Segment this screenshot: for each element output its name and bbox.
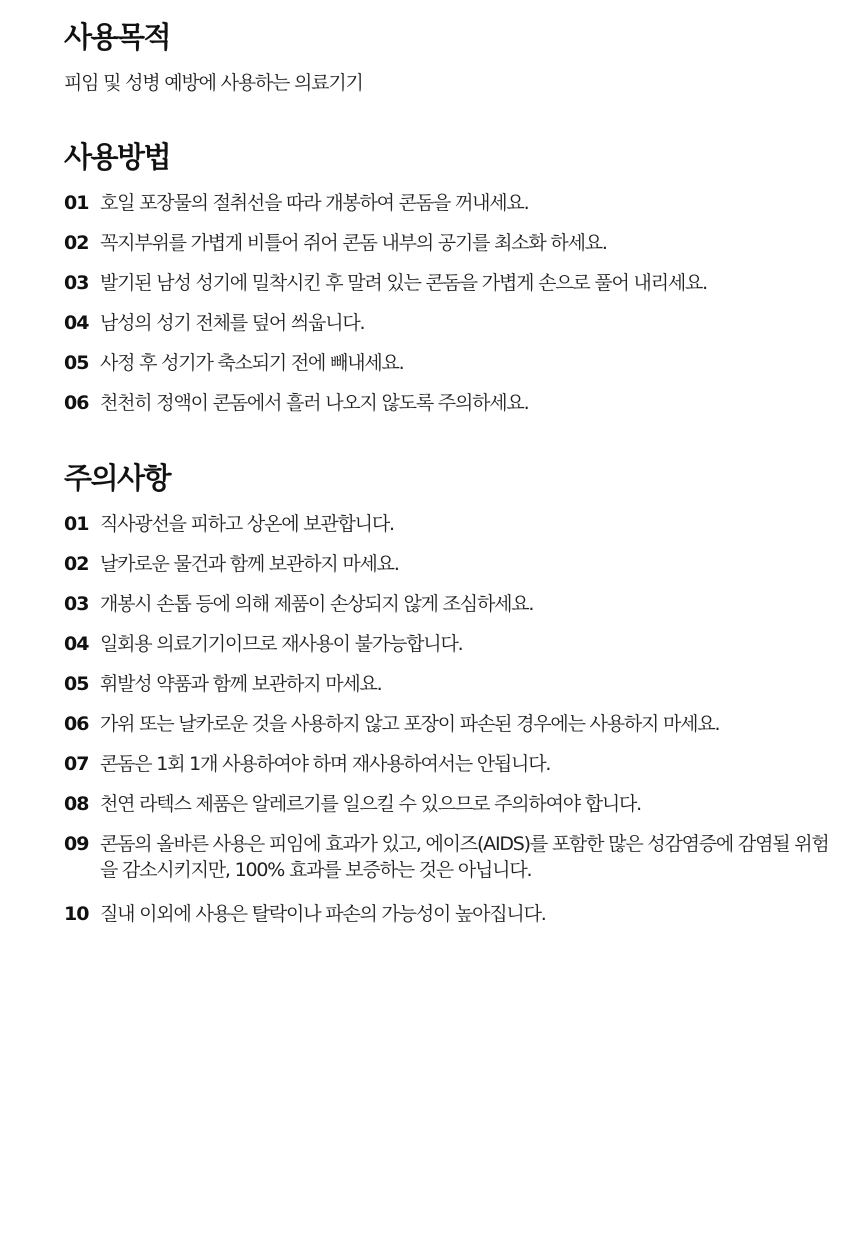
caution-text: 날카로운 물건과 함께 보관하지 마세요. [100,553,399,575]
caution-item [64,551,830,577]
caution-number: 08 [64,793,89,815]
caution-item [64,901,830,927]
caution-list [64,511,830,927]
usage-step [64,350,830,376]
step-text: 사정 후 성기가 축소되기 전에 빼내세요. [100,352,404,374]
caution-text: 천연 라텍스 제품은 알레르기를 일으킬 수 있으므로 주의하여야 합니다. [100,793,642,815]
caution-number: 04 [64,633,89,655]
usage-step [64,190,830,216]
step-number: 03 [64,272,89,294]
step-text: 호일 포장물의 절취선을 따라 개봉하여 콘돔을 꺼내세요. [100,192,529,214]
caution-text: 일회용 의료기기이므로 재사용이 불가능합니다. [100,633,463,655]
caution-item [64,591,830,617]
caution-number: 06 [64,713,89,735]
step-text: 발기된 남성 성기에 밀착시킨 후 말려 있는 콘돔을 가볍게 손으로 풀어 내리세요. [100,272,708,294]
caution-number: 05 [64,673,89,695]
caution-section [64,459,830,941]
step-number: 05 [64,352,89,374]
caution-text: 직사광선을 피하고 상온에 보관합니다. [100,513,394,535]
caution-item [64,711,830,737]
caution-item [64,751,830,777]
purpose-section [64,18,830,96]
step-number: 04 [64,312,89,334]
caution-number: 07 [64,753,89,775]
purpose-heading: 사용목적 [64,20,171,54]
usage-step [64,230,830,256]
caution-text: 가위 또는 날카로운 것을 사용하지 않고 포장이 파손된 경우에는 사용하지 마세요. [100,713,720,735]
step-number: 02 [64,232,89,254]
caution-item [64,671,830,697]
caution-text: 휘발성 약품과 함께 보관하지 마세요. [100,673,382,695]
caution-number: 01 [64,513,89,535]
usage-step [64,270,830,296]
step-number: 06 [64,392,89,414]
usage-step [64,310,830,336]
caution-number: 09 [64,833,89,855]
caution-number: 02 [64,553,89,575]
usage-step-list [64,190,830,416]
caution-item [64,631,830,657]
step-text: 남성의 성기 전체를 덮어 씌웁니다. [100,312,365,334]
caution-number: 03 [64,593,89,615]
caution-number: 10 [64,903,89,925]
step-number: 01 [64,192,89,214]
purpose-description: 피임 및 성병 예방에 사용하는 의료기기 [64,72,363,94]
usage-step [64,390,830,416]
caution-item [64,791,830,817]
step-text: 천천히 정액이 콘돔에서 흘러 나오지 않도록 주의하세요. [100,392,529,414]
step-text: 꼭지부위를 가볍게 비틀어 쥐어 콘돔 내부의 공기를 최소화 하세요. [100,232,607,254]
caution-text: 개봉시 손톱 등에 의해 제품이 손상되지 않게 조심하세요. [100,593,534,615]
caution-text: 콘돔은 1회 1개 사용하여야 하며 재사용하여서는 안됩니다. [100,753,551,775]
caution-text: 콘돔의 올바른 사용은 피임에 효과가 있고, 에이즈(AIDS)를 포함한 많은 성감염증에 감염될 위험을 감소시키지만, 100% 효과를 보증하는 것은 아닙니다. [100,833,829,881]
usage-section [64,138,830,430]
usage-heading: 사용방법 [64,140,171,174]
caution-text: 질내 이외에 사용은 탈락이나 파손의 가능성이 높아집니다. [100,903,546,925]
caution-item [64,831,830,883]
caution-heading: 주의사항 [64,461,171,495]
caution-item [64,511,830,537]
